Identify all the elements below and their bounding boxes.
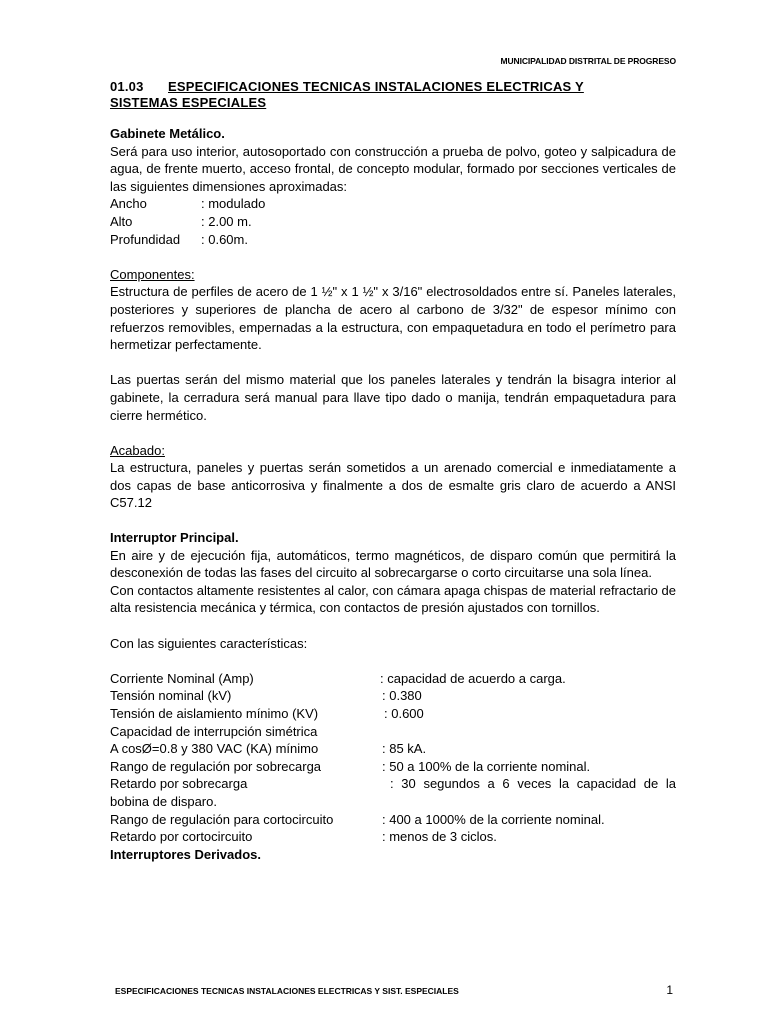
interruptor-heading: Interruptor Principal. (110, 530, 239, 546)
dimension-value: : modulado (201, 196, 266, 212)
page-number: 1 (666, 983, 673, 997)
spec-row (110, 793, 676, 811)
derivados-heading: Interruptores Derivados. (110, 846, 261, 862)
dimension-value: : 2.00 m. (201, 213, 252, 229)
spec-row (110, 687, 676, 705)
acabado-paragraph: La estructura, paneles y puertas serán sometidos a un arenado comercial e inmediatamente a dos capas de base anticorrosiva y finalmente a dos de esmalte gris claro de acuerdo a ANSI C57.12 (110, 460, 676, 511)
characteristics-intro: Con las siguientes características: (110, 635, 308, 651)
spec-label: Corriente Nominal (Amp) (110, 670, 254, 686)
spec-label: Tensión de aislamiento mínimo (KV) (110, 706, 319, 721)
spec-label: Tensión nominal (kV) (110, 688, 232, 704)
spec-label: A cosØ=0.8 y 380 VAC (KA) mínimo (110, 741, 319, 757)
page-footer: ESPECIFICACIONES TECNICAS INSTALACIONES ELECTRICAS Y SIST. ESPECIALES (115, 986, 459, 996)
spec-value: : 400 a 1000% de la corriente nominal. (382, 811, 605, 827)
spec-label: Retardo por sobrecarga (110, 776, 248, 792)
componentes-paragraph-2: Las puertas serán del mismo material que los paneles laterales y tendrán la bisagra interior al gabinete, la cerradura será manual para llave tipo dado o manija, tendrán empaquetadura para cierre hermético. (110, 372, 676, 423)
spec-row (110, 670, 676, 688)
dimension-row (110, 195, 676, 213)
gabinete-paragraph: Será para uso interior, autosoportado con construcción a prueba de polvo, goteo y salpicadura de agua, de frente muerto, acceso frontal, de concepto modular, formado por secciones verticales de las siguientes dimensiones aproximadas: (110, 143, 676, 194)
spec-row (110, 705, 676, 723)
spec-value: : 30 segundos a 6 veces la capacidad de la (390, 776, 676, 792)
dimension-label: Alto (110, 213, 133, 229)
spec-row (110, 828, 676, 846)
componentes-heading: Componentes: (110, 266, 195, 282)
dimension-label: Profundidad (110, 231, 181, 247)
spec-value: : 85 kA. (382, 741, 427, 757)
interruptor-paragraph-2: Con contactos altamente resistentes al calor, con cámara apaga chispas de material refractario de alta resistencia mecánica y térmica, con contactos de presión ajustados con tornillos. (110, 582, 676, 616)
section-title (110, 79, 676, 111)
spec-row (110, 740, 676, 758)
spec-row (110, 775, 676, 793)
page-content (110, 79, 676, 863)
spec-value: : 50 a 100% de la corriente nominal. (382, 758, 591, 774)
dimension-row (110, 231, 676, 249)
spec-row (110, 811, 676, 829)
componentes-paragraph-1: Estructura de perfiles de acero de 1 ½" x 1 ½" x 3/16" electrosoldados entre sí. Paneles laterales, posteriores y superiores de plancha de acero al carbono de 3/32" de espesor mínimo con refuerzos removibles, empernadas a la estructura, con empaquetadura en todo el perímetro para hermetizar perfectamente. (110, 284, 676, 353)
section-title-line1: ESPECIFICACIONES TECNICAS INSTALACIONES ELECTRICAS Y (168, 79, 584, 94)
section-number: 01.03 (110, 79, 144, 94)
spec-label: Rango de regulación para cortocircuito (110, 811, 334, 827)
spec-label: bobina de disparo. (110, 793, 217, 809)
spec-value: : menos de 3 ciclos. (382, 829, 497, 845)
dimension-row (110, 213, 676, 231)
spec-label: Capacidad de interrupción simétrica (110, 723, 318, 739)
acabado-heading: Acabado: (110, 442, 165, 458)
spec-label: Rango de regulación por sobrecarga (110, 758, 322, 774)
spec-row (110, 758, 676, 776)
spec-row (110, 723, 676, 741)
section-title-line2: SISTEMAS ESPECIALES (110, 95, 267, 110)
spec-value: : 0.380 (382, 688, 422, 704)
interruptor-paragraph-1: En aire y de ejecución fija, automáticos, termo magnéticos, de disparo común que permitirá la desconexión de todas las fases del circuito al sobrecargarse o corto circuitarse una sola línea. (110, 547, 676, 581)
spec-value: : capacidad de acuerdo a carga. (380, 670, 566, 686)
spec-label: Retardo por cortocircuito (110, 829, 253, 845)
dimension-label: Ancho (110, 196, 147, 212)
dimension-value: : 0.60m. (201, 231, 248, 247)
gabinete-heading: Gabinete Metálico. (110, 126, 225, 141)
page-header: MUNICIPALIDAD DISTRITAL DE PROGRESO (500, 56, 676, 66)
spec-value: : 0.600 (384, 706, 424, 721)
